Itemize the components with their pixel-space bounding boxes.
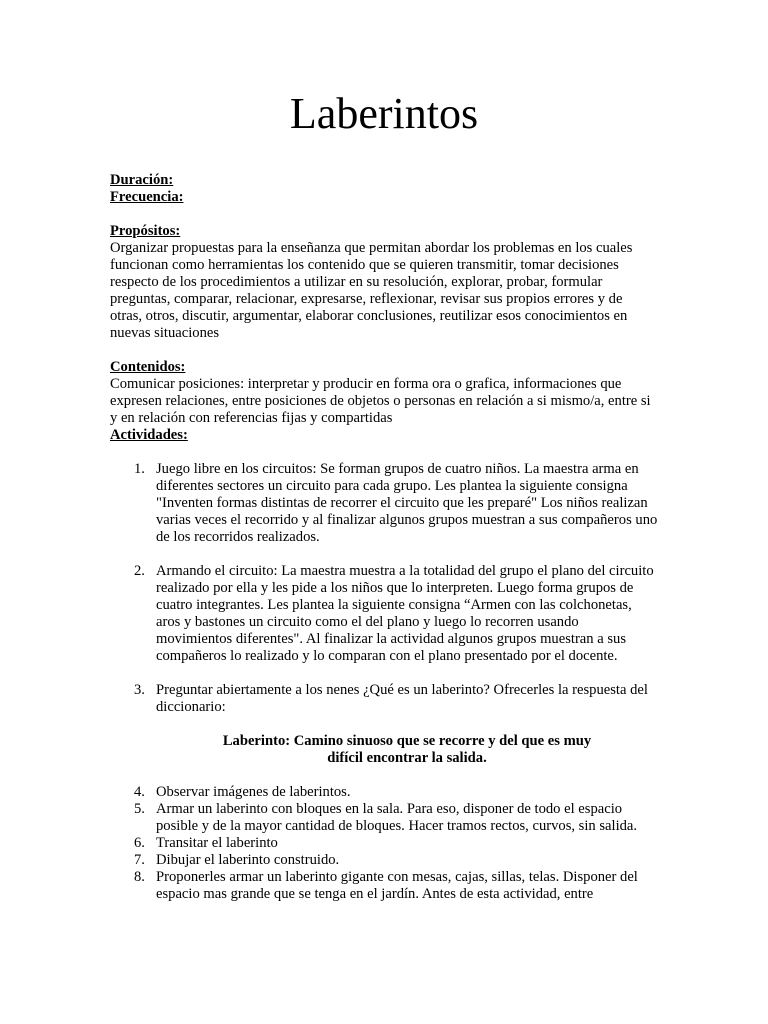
list-item-number: 8. [134,869,145,885]
list-item [110,682,658,716]
document-body [110,172,658,903]
list-item [110,835,658,852]
propositos-paragraph: Organizar propuestas para la enseñanza que permitan abordar los problemas en los cuales funcionan como herramientas los contenido que se quieren transmitir, tomar decisiones respecto de los procedimientos a utilizar en su resolución, explorar, probar, formular preguntas, comparar, relacionar, expresarse, reflexionar, revisar sus propios errores y de otras, otros, discutir, argumentar, elaborar conclusiones, reutilizar esos conocimientos en nuevas situaciones [110,240,633,341]
actividades-heading: Actividades: [110,427,188,443]
list-item-number: 1. [134,461,145,477]
frecuencia-heading: Frecuencia: [110,189,184,205]
contenidos-heading: Contenidos: [110,359,186,375]
list-item-number: 5. [134,801,145,817]
list-item-number: 7. [134,852,145,868]
list-item-text: Proponerles armar un laberinto gigante con mesas, cajas, sillas, telas. Disponer del espacio mas grande que se tenga en el jardín. Antes de esta actividad, entre [156,869,638,902]
list-item-text: Armando el circuito: La maestra muestra a la totalidad del grupo el plano del circuito realizado por ella y les pide a los niños que lo interpreten. Luego forma grupos de cuatro integrantes. Les plantea la siguiente consigna “Armen con las colchonetas, aros y bastones un circuito como el del plano y luego lo recorren usando movimientos diferentes". Al finalizar la actividad algunos grupos muestran a sus compañeros lo realizado y lo comparan con el plano presentado por el docente. [156,563,654,664]
list-item-number: 4. [134,784,145,800]
list-item-number: 3. [134,682,145,698]
definition-line-1: Laberinto: Camino sinuoso que se recorre y del que es muy [222,733,592,749]
list-item [110,563,658,665]
list-item-text: Observar imágenes de laberintos. [156,784,351,800]
list-item-text: Juego libre en los circuitos: Se forman grupos de cuatro niños. La maestra arma en diferentes sectores un circuito para cada grupo. Les plantea la siguiente consigna "Inventen formas distintas de recorrer el circuito que les preparé" Los niños realizan varias veces el recorrido y al finalizar algunos grupos muestran a sus compañeros uno de los recorridos realizados. [156,461,658,545]
activities-list-part-1 [110,461,658,716]
list-item [110,801,658,835]
list-item [110,852,658,869]
list-item-text: Dibujar el laberinto construido. [156,852,340,868]
list-item-text: Transitar el laberinto [156,835,278,851]
list-item [110,869,658,903]
definition-line-2: difícil encontrar la salida. [327,750,487,766]
contenidos-paragraph: Comunicar posiciones: interpretar y producir en forma ora o grafica, informaciones que expresen relaciones, entre posiciones de objetos o personas en relación a si mismo/a, entre si y en relación con referencias fijas y compartidas [110,376,651,426]
list-item-text: Preguntar abiertamente a los nenes ¿Qué es un laberinto? Ofrecerles la respuesta del diccionario: [156,682,648,715]
page-title: Laberintos [289,89,479,138]
activities-list-part-2 [110,784,658,903]
duracion-heading: Duración: [110,172,174,188]
definition-quote [110,733,658,767]
list-item [110,461,658,546]
list-item-number: 6. [134,835,145,851]
list-item-text: Armar un laberinto con bloques en la sala. Para eso, disponer de todo el espacio posible y de la mayor cantidad de bloques. Hacer tramos rectos, curvos, sin salida. [156,801,638,834]
list-item-number: 2. [134,563,145,579]
list-item [110,784,658,801]
propositos-heading: Propósitos: [110,223,181,239]
